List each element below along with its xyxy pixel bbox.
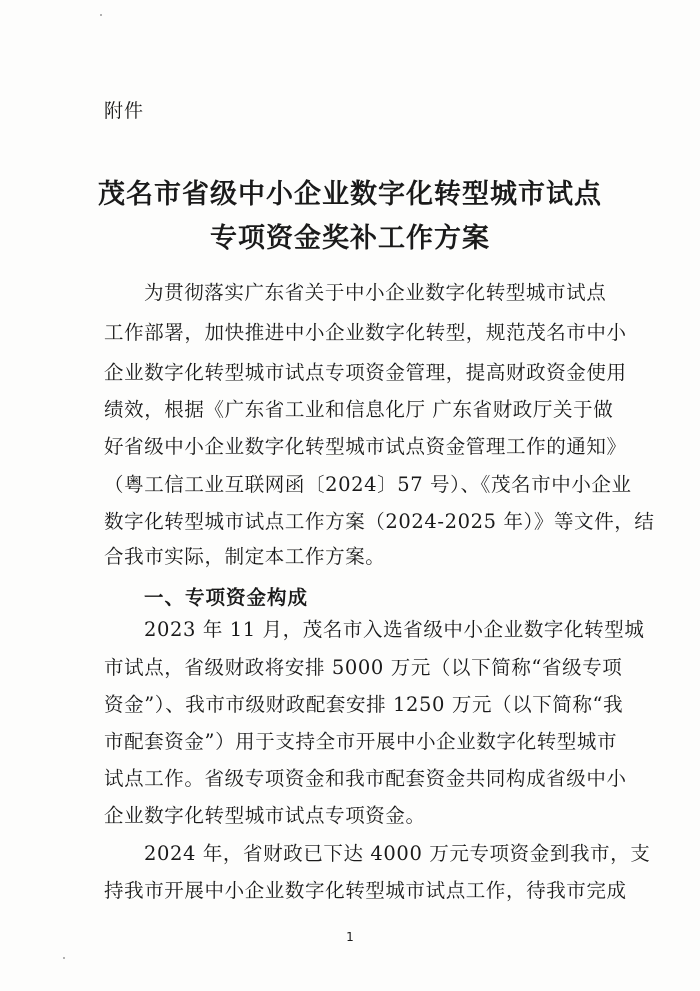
document-title-line-2: 专项资金奖补工作方案 xyxy=(210,223,490,254)
body-line: 绩效，根据《广东省工业和信息化厅 广东省财政厅关于做 xyxy=(104,398,614,421)
body-line: （粤工信工业互联网函〔2024〕57 号）、《茂名市中小企业 xyxy=(104,473,632,496)
attachment-label: 附件 xyxy=(104,100,145,122)
scan-speck xyxy=(100,14,102,16)
document-title-line-1: 茂名市省级中小企业数字化转型城市试点 xyxy=(98,179,602,210)
body-line: 2024 年，省财政已下达 4000 万元专项资金到我市，支 xyxy=(144,842,651,865)
body-line: 市配套资金”）用于支持全市开展中小企业数字化转型城市 xyxy=(104,730,618,753)
page-number: 1 xyxy=(346,930,354,944)
scan-speck xyxy=(63,957,65,959)
body-line: 试点工作。省级专项资金和我市配套资金共同构成省级中小 xyxy=(104,767,627,790)
body-line: 企业数字化转型城市试点专项资金。 xyxy=(104,804,426,827)
body-line: 好省级中小企业数字化转型城市试点资金管理工作的通知》 xyxy=(104,435,627,458)
body-line: 工作部署，加快推进中小企业数字化转型，规范茂名市中小 xyxy=(104,321,627,344)
body-line: 资金”）、我市市级财政配套安排 1250 万元（以下简称“我 xyxy=(104,693,624,716)
body-line: 市试点，省级财政将安排 5000 万元（以下简称“省级专项 xyxy=(104,656,623,679)
body-line: 合我市实际，制定本工作方案。 xyxy=(104,545,386,568)
section-heading: 一、专项资金构成 xyxy=(144,586,309,609)
body-line: 2023 年 11 月，茂名市入选省级中小企业数字化转型城 xyxy=(144,618,645,641)
body-line: 企业数字化转型城市试点专项资金管理，提高财政资金使用 xyxy=(104,361,627,384)
body-line: 数字化转型城市试点工作方案（2024-2025 年）》等文件，结 xyxy=(104,510,655,533)
body-line: 为贯彻落实广东省关于中小企业数字化转型城市试点 xyxy=(144,281,607,304)
body-line: 持我市开展中小企业数字化转型城市试点工作，待我市完成 xyxy=(104,879,627,902)
